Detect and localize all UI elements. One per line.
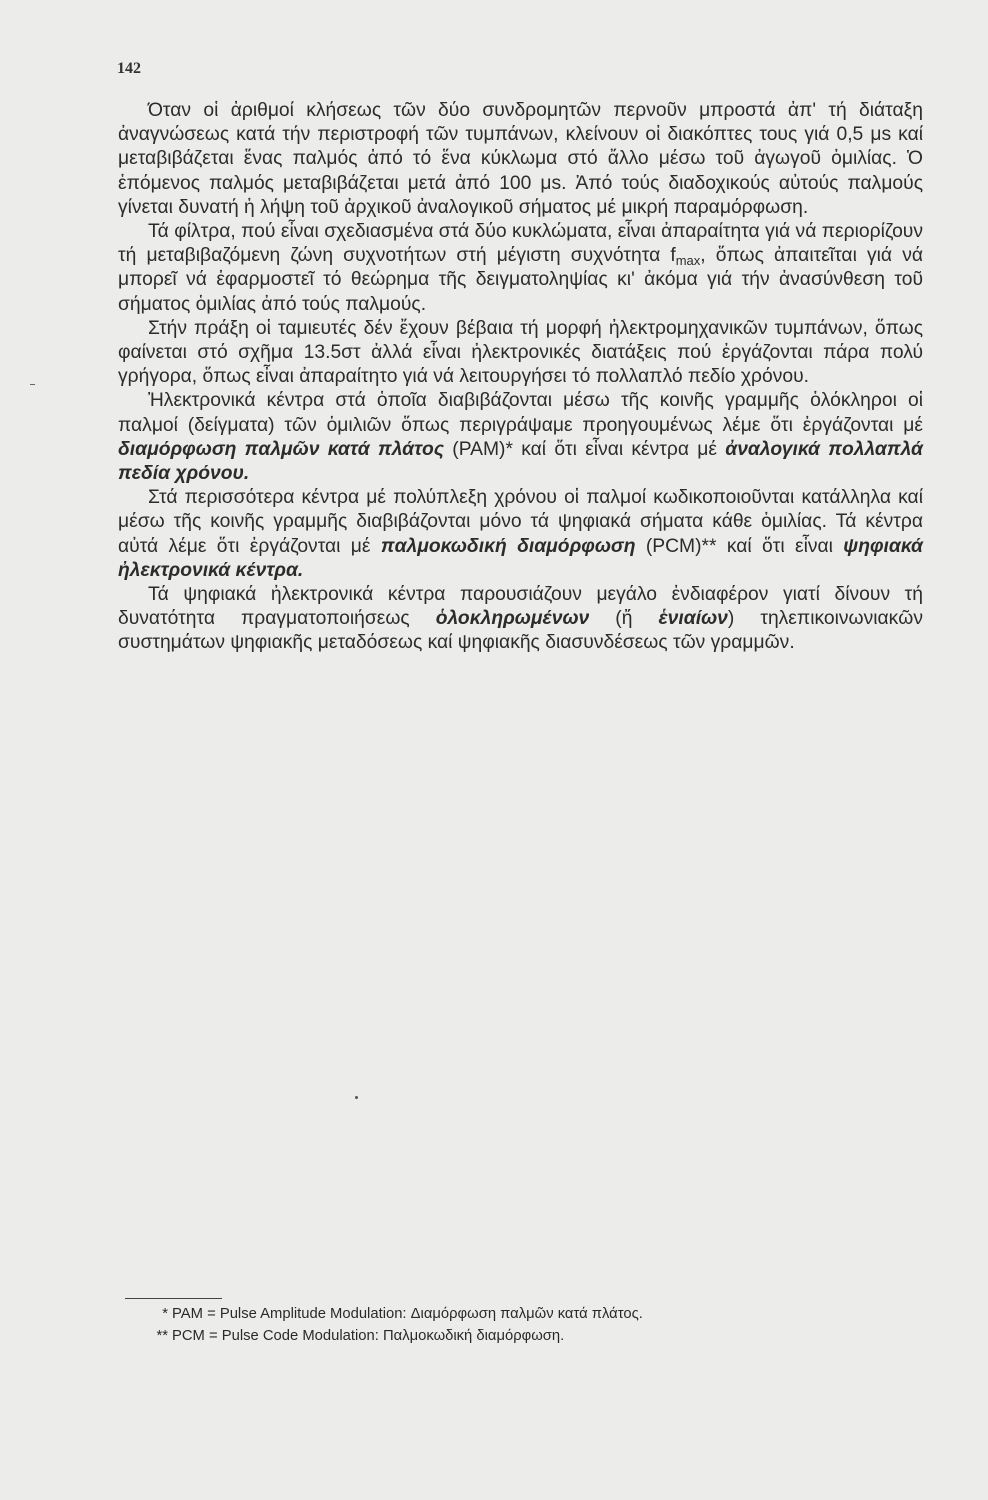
emphasis-term: διαμόρφωση παλμῶν κατά πλάτος <box>118 438 445 460</box>
page-number: 142 <box>117 60 141 77</box>
body-text <box>118 99 923 656</box>
print-speck <box>355 1096 358 1099</box>
text-run: (PCM)** καί ὅτι εἶναι <box>635 535 844 557</box>
paragraph <box>118 389 923 486</box>
paragraph <box>118 317 923 390</box>
footnote-text: PAM = Pulse Amplitude Modulation: Διαμόρφωση παλμῶν κατά πλάτος. <box>172 1306 643 1322</box>
text-run: Τά ψηφιακά ἠλεκτρονικά κέντρα παρουσιάζουν μεγάλο ἐνδιαφέρον γιατί δίνουν τή δυνατότητα πραγματοποιήσεως <box>118 584 923 630</box>
emphasis-term: παλμοκωδική διαμόρφωση <box>380 535 636 557</box>
paragraph <box>118 99 923 220</box>
footnote-divider <box>125 1298 222 1299</box>
paragraph <box>118 220 923 317</box>
text-run: Ἠλεκτρονικά κέντρα στά ὁποῖα διαβιβάζονται μέσω τῆς κοινῆς γραμμῆς ὁλόκληροι οἱ παλμοί (δείγματα) τῶν ὁμιλιῶν ὅπως περιγράψαμε προηγουμένως λέμε ὅτι ἐργάζονται μέ <box>118 390 923 436</box>
text-run: , ὅπως ἀπαιτεῖται γιά νά μπορεῖ νά ἐφαρμοστεῖ τό θεώρημα τῆς δειγματοληψίας κι' ἀκόμα γιά τήν ἀνασύνθεση τοῦ σήματος ὁμιλίας ἀπό τούς παλμούς. <box>118 245 923 315</box>
text-run: Τά φίλτρα, πού εἶναι σχεδιασμένα στά δύο κυκλώματα, εἶναι ἀπαραίτητα γιά νά περιορίζουν τή μεταβιβαζόμενη ζώνη συχνοτήτων στή μέγιστη συχνότητα f <box>118 221 923 267</box>
paragraph <box>118 583 923 656</box>
paragraph <box>118 486 923 583</box>
emphasis-term: ὁλοκληρωμένων <box>435 608 590 630</box>
footnotes <box>118 1303 918 1347</box>
margin-mark <box>30 384 35 385</box>
footnote-mark: * <box>162 1306 168 1322</box>
text-run: ) τηλεπικοινωνιακῶν συστημάτων ψηφιακῆς μεταδόσεως καί ψηφιακῆς διασυνδέσεως τῶν γραμμῶν. <box>118 608 923 654</box>
emphasis-term: ἀναλογικά πολλαπλά πεδία χρόνου. <box>118 438 923 485</box>
footnote <box>118 1303 918 1325</box>
text-run: Στά περισσότερα κέντρα μέ πολύπλεξη χρόνου οἱ παλμοί κωδικοποιοῦνται κατάλληλα καί μέσω τῆς κοινῆς γραμμῆς διαβιβάζονται μόνο τά ψηφιακά σήματα κάθε ὁμιλίας. Τά κέντρα αὐτά λέμε ὅτι ἐργάζονται μέ <box>118 487 923 557</box>
text-run: (ἤ <box>589 608 659 630</box>
text-run: Όταν οἱ ἀριθμοί κλήσεως τῶν δύο συνδρομητῶν περνοῦν μπροστά ἀπ' τή διάταξη ἀναγνώσεως κατά τήν περιστροφή τῶν τυμπάνων, κλείνουν οἱ διακόπτες τους γιά 0,5 μs καί μεταβιβάζεται ἕνας παλμός ἀπό τό ἕνα κύκλωμα στό ἄλλο μέσω τοῦ ἀγωγοῦ ὁμιλίας. Ὁ ἑπόμενος παλμός μεταβιβάζεται μετά ἀπό 100 μs. Ἀπό τούς διαδοχικούς αὐτούς παλμούς γίνεται δυνατή ἡ λήψη τοῦ ἀρχικοῦ ἀναλογικοῦ σήματος μέ μικρή παραμόρφωση. <box>118 100 923 218</box>
footnote-mark: ** <box>156 1328 168 1344</box>
footnote <box>118 1325 918 1347</box>
text-run: Στήν πράξη οἱ ταμιευτές δέν ἔχουν βέβαια τή μορφή ἠλεκτρομηχανικῶν τυμπάνων, ὅπως φαίνεται στό σχῆμα 13.5στ ἀλλά εἶναι ἠλεκτρονικές διατάξεις πού ἐργάζονται πάρα πολύ γρήγορα, ὅπως εἶναι ἀπαραίτητο γιά νά λειτουργήσει τό πολλαπλό πεδίο χρόνου. <box>118 317 923 388</box>
emphasis-term: ἑνιαίων <box>658 608 728 630</box>
text-run: (PAM)* καί ὅτι εἶναι κέντρα μέ <box>444 438 726 460</box>
emphasis-term: ψηφιακά ἠλεκτρονικά κέντρα. <box>118 535 923 581</box>
footnote-text: PCM = Pulse Code Modulation: Παλμοκωδική διαμόρφωση. <box>172 1328 565 1344</box>
subscript-max: max <box>675 253 701 269</box>
